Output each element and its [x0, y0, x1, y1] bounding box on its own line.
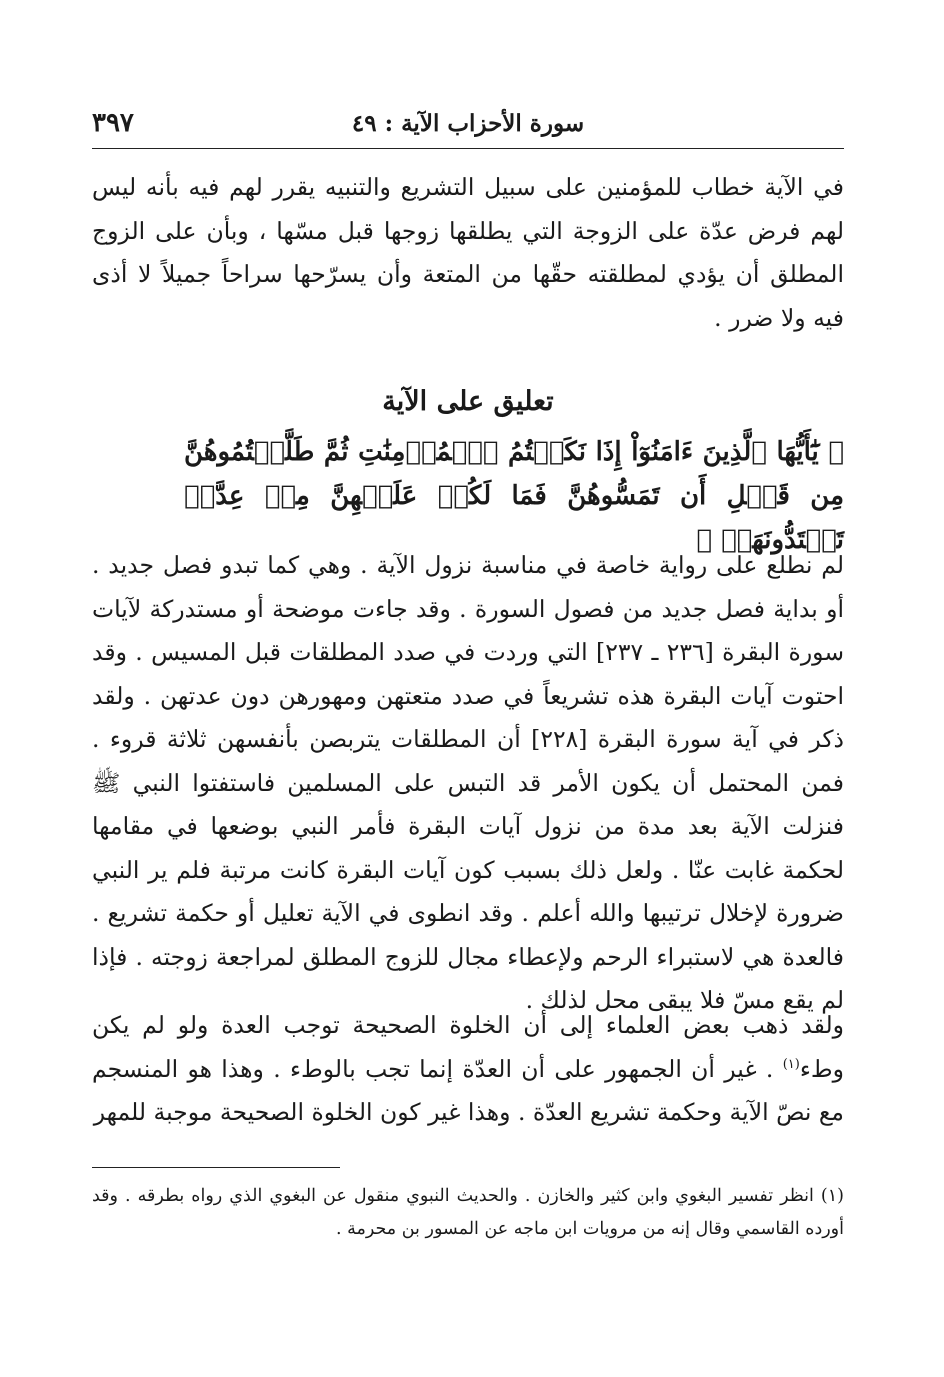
document-page: [92, 0, 844, 1377]
paragraph-1: في الآية خطاب للمؤمنين على سبيل التشريع والتنبيه يقرر لهم فيه بأنه ليس لهم فرض عدّة على الزوجة التي يطلقها زوجها قبل مسّها ، وبأن على الزوج المطلق أن يؤدي لمطلقته حقّها من المتعة وأن يسرّحها سراحاً جميلاً لا أذى فيه ولا ضرر .: [92, 173, 844, 332]
running-head: [92, 108, 844, 144]
footnote: (١) انظر تفسير البغوي وابن كثير والخازن . والحديث النبوي منقول عن البغوي الذي رواه بطرقه . وقد أورده القاسمي وقال إنه من مرويات ابن ماجه عن المسور بن محرمة .: [92, 1186, 844, 1239]
paragraph-2: لم نطلع على رواية خاصة في مناسبة نزول الآية . وهي كما تبدو فصل جديد . أو بداية فصل جديد من فصول السورة . وقد جاءت موضحة أو مستدركة لآيات سورة البقرة [٢٣٦ ـ ٢٣٧] التي وردت في صدد المطلقات قبل المسيس . وقد احتوت آيات البقرة هذه تشريعاً في صدد متعتهن ومهورهن دون عدتهن . ولقد ذكر في آية سورة البقرة [٢٢٨] أن المطلقات يتربصن بأنفسهن ثلاثة قروء . فمن المحتمل أن يكون الأمر قد التبس على المسلمين فاستفتوا النبي ﷺ فنزلت الآية بعد مدة من نزول آيات البقرة فأمر النبي بوضعها في مقامها لحكمة غابت عنّا . ولعل ذلك بسبب كون آيات البقرة كانت مرتبة فلم ير النبي ضرورة لإخلال ترتيبها والله أعلم . وقد انطوى في الآية تعليل أو حكمة تشريع . فالعدة هي لاستبراء الرحم ولإعطاء مجال للزوج المطلق لمراجعة زوجته . فإذا لم يقع مسّ فلا يبقى محل لذلك .: [92, 551, 845, 1014]
paragraph-3-text-end: . غير أن الجمهور على أن العدّة إنما تجب بالوطء . وهذا هو المنسجم مع نصّ الآية وحكمة تشريع العدّة . وهذا غير كون الخلوة الصحيحة موجبة للمهر: [92, 1054, 844, 1126]
paragraph-3-text-start: ولقد ذهب بعض العلماء إلى أن الخلوة الصحيحة توجب العدة ولو لم يكن وطء: [92, 1011, 844, 1083]
footnote-rule: [92, 1167, 340, 1168]
page-number: ٣٩٧: [92, 108, 134, 138]
quran-verse: ﴿ يَٰٓأَيُّهَا ٱلَّذِينَ ءَامَنُوٓاْ إِذَا نَكَحۡتُمُ ٱلۡمُؤۡمِنَٰتِ ثُمَّ طَلَّقۡتُمُوهُنَّ مِن قَبۡلِ أَن تَمَسُّوهُنَّ فَمَا لَكُمۡ عَلَيۡهِنَّ مِنۡ عِدَّةٖ تَعۡتَدُّونَهَاۖ ﴾: [184, 437, 844, 555]
running-head-title: سورة الأحزاب الآية : ٤٩: [351, 110, 585, 137]
footnote-marker: (١): [782, 1056, 800, 1072]
section-heading: تعليق على الآية: [382, 386, 554, 417]
paragraph-3: [92, 1004, 844, 1135]
header-rule: [92, 148, 844, 149]
